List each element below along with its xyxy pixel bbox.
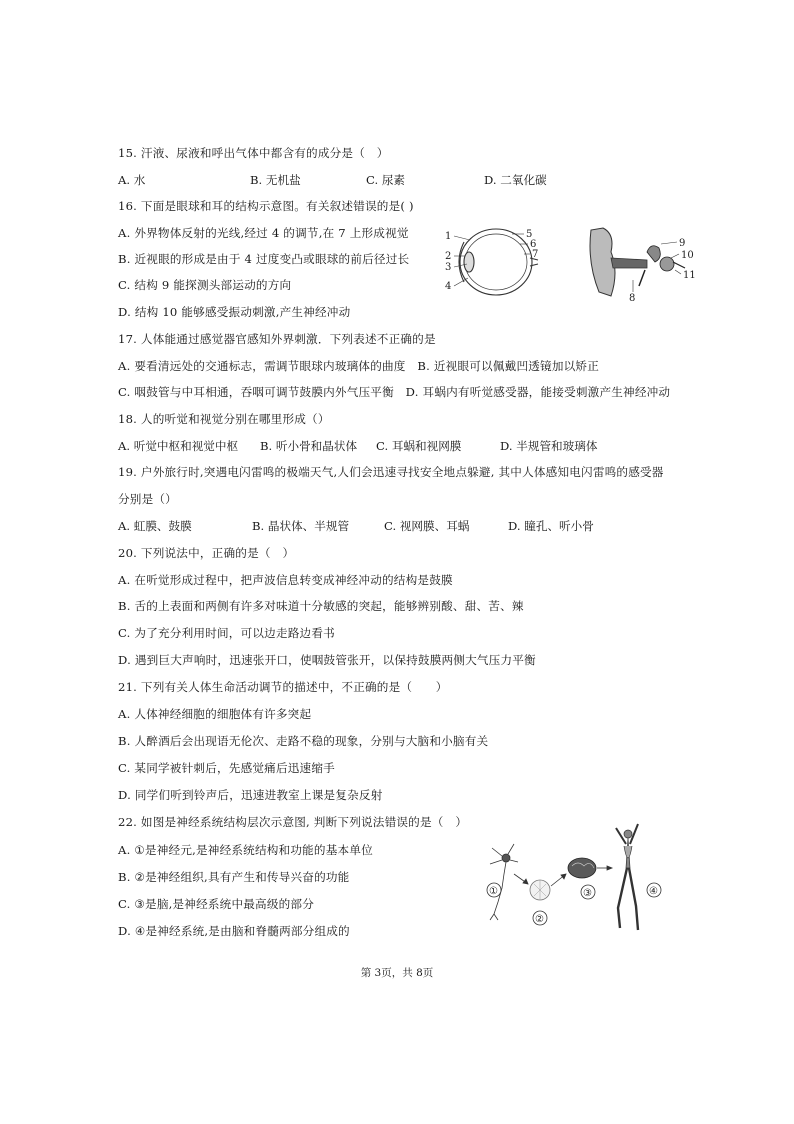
q19-option-a: A. 虹膜、鼓膜 (118, 519, 192, 533)
q16-option-b: B. 近视眼的形成是由于 4 过度变凸或眼球的前后径过长 (118, 252, 410, 266)
q22-option-a: A. ①是神经元,是神经系统结构和功能的基本单位 (118, 843, 373, 857)
q15-option-d: D. 二氧化碳 (484, 173, 547, 187)
q21-option-d: D. 同学们听到铃声后，迅速进教室上课是复杂反射 (118, 788, 383, 802)
eye-label-2: 2 (445, 251, 452, 262)
human-figure-illustration (616, 824, 638, 930)
q19-stem-line1: 19. 户外旅行时,突遇电闪雷鸣的极端天气,人们会迅速寻找安全地点躲避, 其中人体感知电闪雷鸣的感受器 (118, 465, 664, 479)
q21-option-a: A. 人体神经细胞的细胞体有许多突起 (118, 707, 312, 721)
q19-option-d: D. 瞳孔、听小骨 (508, 519, 594, 533)
neuron-illustration (490, 844, 518, 920)
q16-option-d: D. 结构 10 能够感受振动刺激,产生神经冲动 (118, 305, 351, 319)
eye-label-7: 7 (532, 249, 539, 260)
nervous-system-diagram (478, 818, 678, 944)
tissue-illustration (530, 880, 550, 900)
q22-option-c: C. ③是脑,是神经系统中最高级的部分 (118, 897, 315, 911)
q21-stem: 21. 下列有关人体生命活动调节的描述中，不正确的是（ ） (118, 680, 448, 694)
q16-option-a: A. 外界物体反射的光线,经过 4 的调节,在 7 上形成视觉 (118, 226, 409, 240)
eye-label-3: 3 (445, 262, 452, 273)
q20-option-b: B. 舌的上表面和两侧有许多对味道十分敏感的突起，能够辨别酸、甜、苦、辣 (118, 599, 524, 613)
q21-option-c: C. 某同学被针刺后，先感觉痛后迅速缩手 (118, 761, 335, 775)
q22-stem: 22. 如图是神经系统结构层次示意图, 判断下列说法错误的是（ ） (118, 815, 468, 829)
eye-diagram (440, 222, 540, 304)
q20-option-a: A. 在听觉形成过程中，把声波信息转变成神经冲动的结构是鼓膜 (118, 573, 453, 587)
eye-label-4: 4 (445, 281, 452, 292)
ear-label-8: 8 (629, 293, 636, 304)
q16-option-c: C. 结构 9 能探测头部运动的方向 (118, 278, 292, 292)
eye-label-6: 6 (530, 239, 537, 250)
fig-label-2: ② (535, 914, 544, 925)
q20-option-d: D. 遇到巨大声响时，迅速张开口，使咽鼓管张开，以保持鼓膜两侧大气压力平衡 (118, 653, 536, 667)
ear-label-10: 10 (681, 250, 694, 261)
q18-option-c: C. 耳蜗和视网膜 (376, 439, 462, 453)
q18-option-b: B. 听小骨和晶状体 (260, 439, 358, 453)
q20-option-c: C. 为了充分利用时间，可以边走路边看书 (118, 626, 335, 640)
q15-option-a: A. 水 (118, 173, 146, 187)
q20-stem: 20. 下列说法中，正确的是（ ） (118, 546, 295, 560)
fig-label-3: ③ (583, 888, 592, 899)
fig-label-1: ① (489, 886, 498, 897)
q19-stem-line2: 分别是（） (118, 492, 177, 506)
q15-option-c: C. 尿素 (366, 173, 406, 187)
ear-label-9: 9 (679, 238, 686, 249)
q15-option-b: B. 无机盐 (250, 173, 301, 187)
q22-option-d: D. ④是神经系统,是由脑和脊髓两部分组成的 (118, 924, 350, 938)
q17-stem: 17. 人体能通过感觉器官感知外界刺激．下列表述不正确的是 (118, 332, 436, 346)
q19-option-c: C. 视网膜、耳蜗 (384, 519, 470, 533)
ear-diagram (585, 222, 703, 304)
fig-label-4: ④ (649, 886, 658, 897)
q22-option-b: B. ②是神经组织,具有产生和传导兴奋的功能 (118, 870, 350, 884)
eye-label-5: 5 (526, 229, 533, 240)
q19-option-b: B. 晶状体、半规管 (252, 519, 350, 533)
q18-option-a: A. 听觉中枢和视觉中枢 (118, 439, 239, 453)
brain-illustration (568, 858, 596, 878)
eye-label-1: 1 (445, 231, 452, 242)
page-footer: 第 3页，共 8页 (360, 967, 434, 979)
q15-stem: 15. 汗液、尿液和呼出气体中都含有的成分是（ ） (118, 146, 389, 160)
ear-label-11: 11 (683, 270, 696, 281)
q16-stem: 16. 下面是眼球和耳的结构示意图。有关叙述错误的是( ) (118, 199, 414, 213)
q18-stem: 18. 人的听觉和视觉分别在哪里形成（） (118, 412, 330, 426)
q18-option-d: D. 半规管和玻璃体 (500, 439, 598, 453)
q17-options-cd: C. 咽鼓管与中耳相通，吞咽可调节鼓膜内外气压平衡 D. 耳蜗内有听觉感受器，能接受刺激产生神经冲动 (118, 385, 671, 399)
q21-option-b: B. 人醉酒后会出现语无伦次、走路不稳的现象，分别与大脑和小脑有关 (118, 734, 489, 748)
q17-options-ab: A. 要看清远处的交通标志，需调节眼球内玻璃体的曲度 B. 近视眼可以佩戴凹透镜加以矫正 (118, 359, 599, 373)
